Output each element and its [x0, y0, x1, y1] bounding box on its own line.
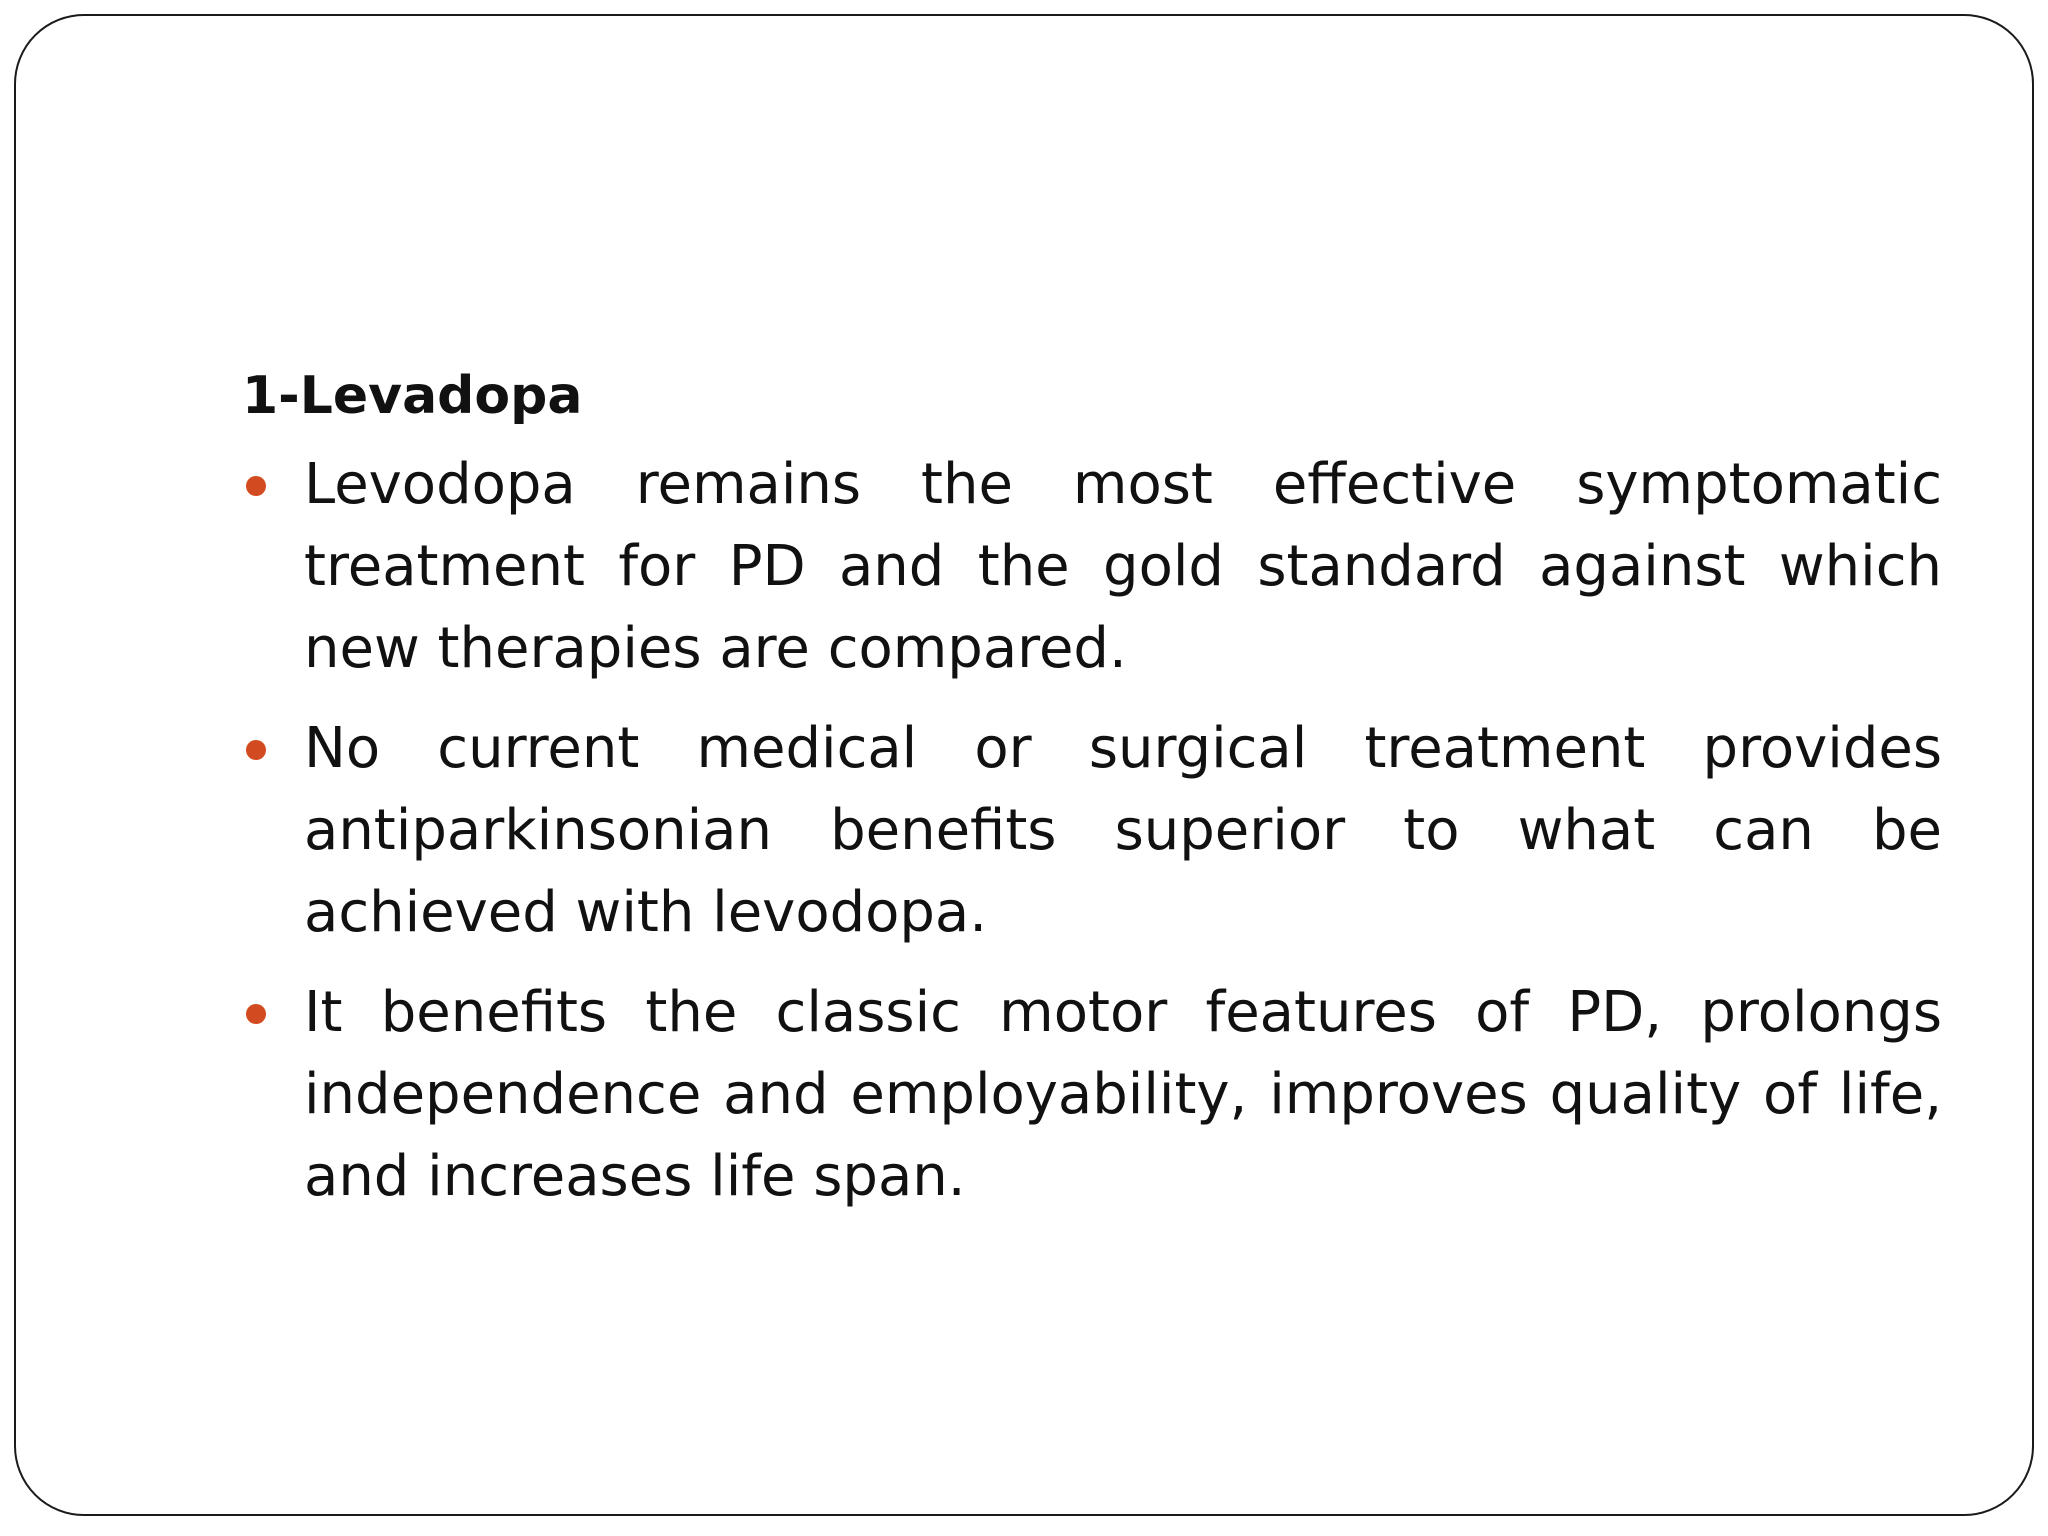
bullet-list [242, 444, 1942, 1218]
bullet-dot-icon [246, 1004, 266, 1024]
bullet-text: Levodopa remains the most effective symptomatic treatment for PD and the gold standard against which new therapies are compared. [304, 452, 1942, 681]
slide-content [242, 356, 1942, 1236]
bullet-text: It benefits the classic motor features of PD, prolongs independence and employability, improves quality of life, and increases life span. [304, 980, 1942, 1209]
bullet-item [242, 444, 1942, 690]
bullet-text: No current medical or surgical treatment provides antiparkinsonian benefits superior to what can be achieved with levodopa. [304, 716, 1942, 945]
bullet-dot-icon [246, 476, 266, 496]
slide-frame [14, 14, 2034, 1516]
slide-heading: 1-Levadopa [242, 366, 583, 426]
bullet-dot-icon [246, 740, 266, 760]
bullet-item [242, 972, 1942, 1218]
bullet-item [242, 708, 1942, 954]
